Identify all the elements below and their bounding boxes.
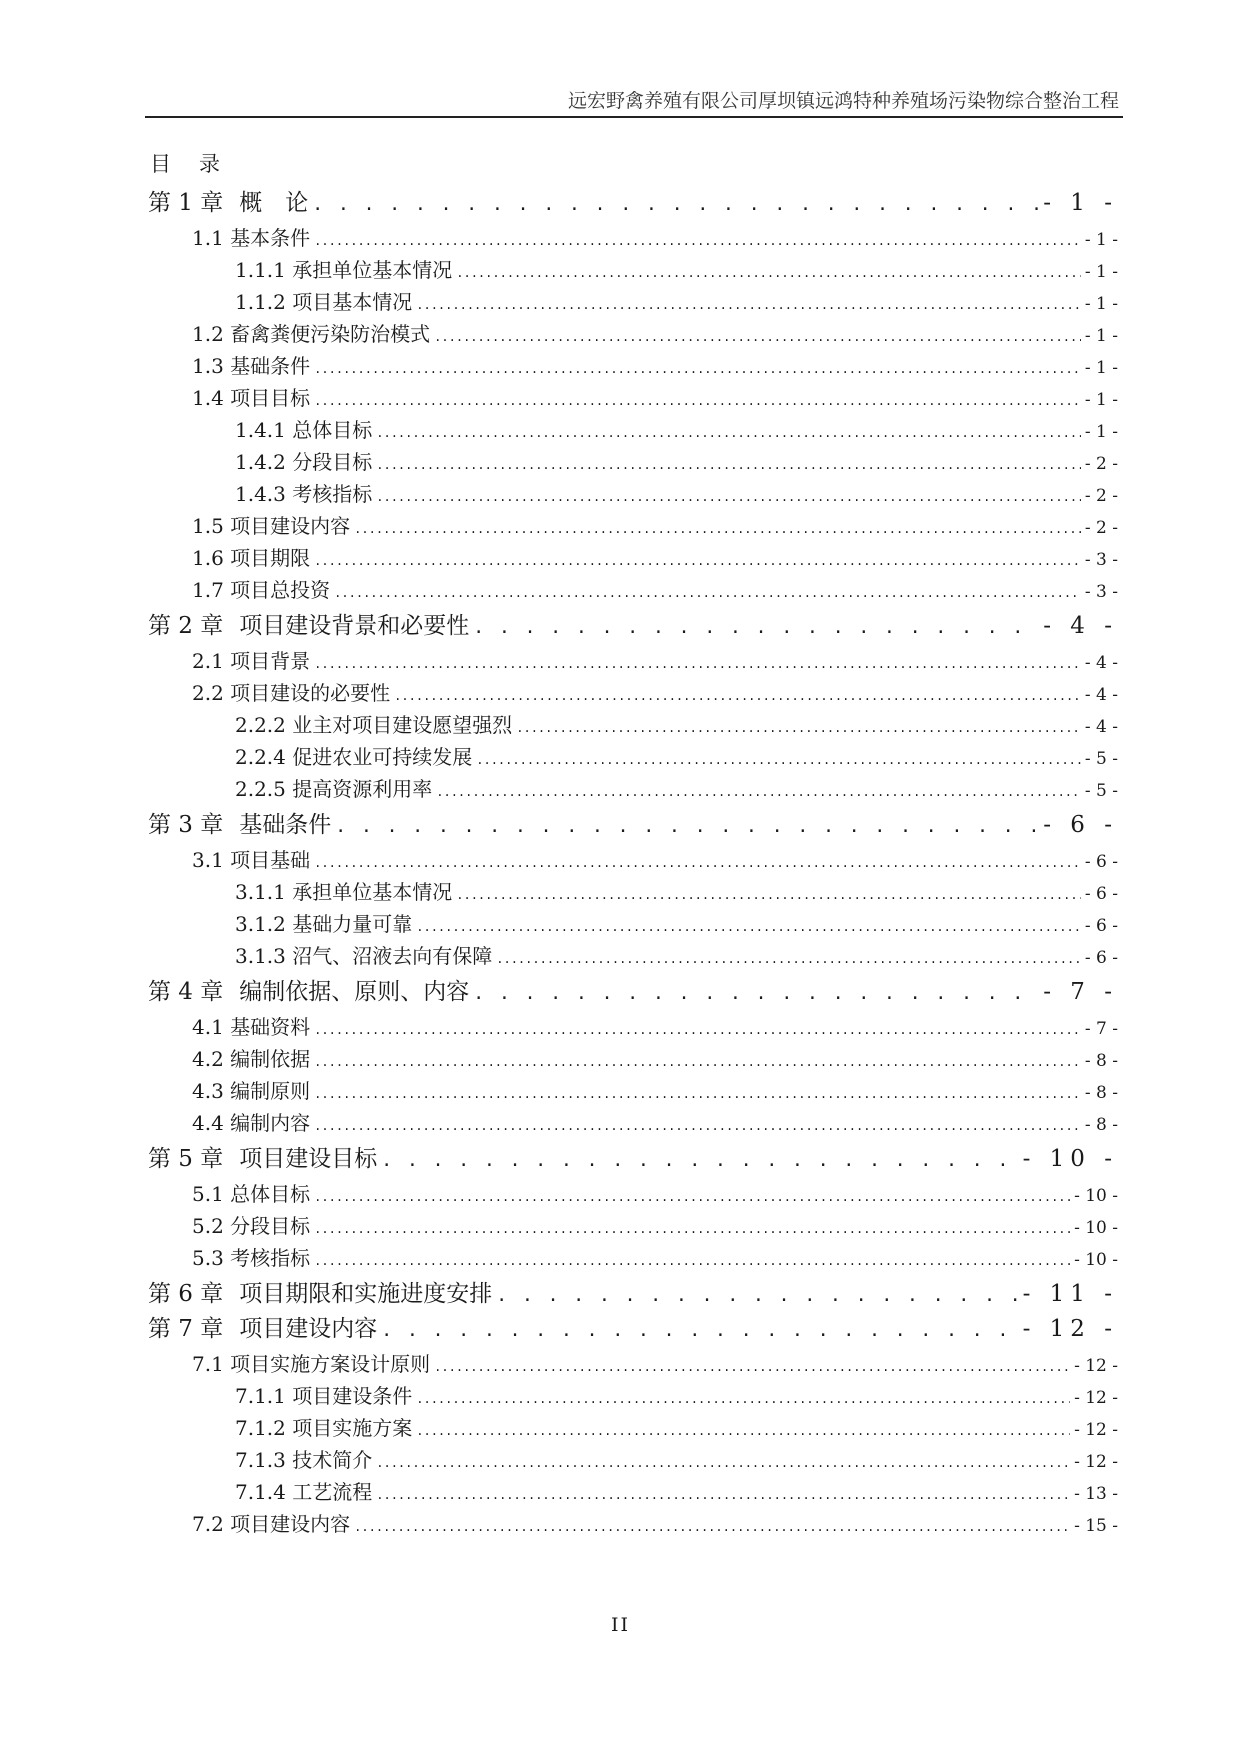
toc-page-number: - 11 - (1022, 1281, 1118, 1307)
dot-leader (314, 1043, 1081, 1075)
toc-page-number: - 4 - (1084, 717, 1118, 737)
toc-subsection-entry[interactable] (148, 286, 1118, 318)
toc-entry-title: 4.1 基础资料 (192, 1015, 311, 1039)
toc-page-number: - 5 - (1084, 781, 1118, 801)
toc-page-number: - 6 - (1084, 948, 1118, 968)
dot-leader (312, 188, 1039, 218)
toc-entry-title: 1.5 项目建设内容 (192, 514, 351, 538)
toc-page-number: - 5 - (1084, 749, 1118, 769)
dot-leader (314, 1107, 1081, 1139)
toc-chapter-label (148, 1314, 377, 1344)
header-title: 远宏野禽养殖有限公司厚坝镇远鸿特种养殖场污染物综合整治工程 (567, 90, 1119, 112)
toc-entry-title: 3.1 项目基础 (192, 848, 311, 872)
toc-page-number: - 6 - (1043, 812, 1118, 838)
page-number: II (610, 1614, 630, 1636)
dot-leader (314, 542, 1081, 574)
dot-leader (376, 414, 1081, 446)
toc-page-number: - 10 - (1074, 1250, 1118, 1270)
toc-entry-title: 1.1.1 承担单位基本情况 (235, 258, 453, 282)
dot-leader (496, 1279, 1018, 1309)
toc-page-number: - 3 - (1084, 582, 1118, 602)
toc-entry-title: 1.1.2 项目基本情况 (235, 290, 413, 314)
chapter-number: 第 5 章 (148, 1146, 224, 1172)
dot-leader (314, 382, 1081, 414)
chapter-number: 第 4 章 (148, 979, 224, 1005)
dot-leader (334, 574, 1081, 606)
toc-section-entry[interactable] (148, 574, 1118, 606)
toc-page-number: - 2 - (1084, 518, 1118, 538)
toc-chapter-label (148, 1279, 492, 1309)
toc-chapter-entry[interactable] (148, 810, 1118, 840)
dot-leader (473, 611, 1039, 641)
toc-entry-title: 3.1.3 沼气、沼液去向有保障 (235, 944, 493, 968)
toc-entry-title: 1.4 项目目标 (192, 386, 311, 410)
toc-page-number: - 15 - (1074, 1516, 1118, 1536)
toc-chapter-entry[interactable] (148, 188, 1118, 218)
toc-subsection-entry[interactable] (148, 709, 1118, 741)
toc-entry-title: 7.1.1 项目建设条件 (235, 1384, 413, 1408)
toc-page-number: - 8 - (1084, 1083, 1118, 1103)
toc-section-entry[interactable] (148, 1242, 1118, 1274)
toc-chapter-label (148, 810, 331, 840)
toc-subsection-entry[interactable] (148, 478, 1118, 510)
dot-leader (436, 773, 1081, 805)
toc-page-number: - 3 - (1084, 550, 1118, 570)
dot-leader (416, 286, 1081, 318)
toc-page-number: - 4 - (1043, 613, 1118, 639)
toc-chapter-entry[interactable] (148, 1144, 1118, 1174)
toc-entry-title: 2.1 项目背景 (192, 649, 311, 673)
toc-subsection-entry[interactable] (148, 741, 1118, 773)
dot-leader (381, 1314, 1018, 1344)
chapter-title: 项目建设内容 (239, 1316, 378, 1342)
toc-section-entry[interactable] (148, 1011, 1118, 1043)
dot-leader (456, 876, 1081, 908)
dot-leader (496, 940, 1081, 972)
toc-page-number: - 4 - (1084, 685, 1118, 705)
toc-section-entry[interactable] (148, 510, 1118, 542)
dot-leader (314, 1242, 1070, 1274)
toc-page-number: - 2 - (1084, 454, 1118, 474)
chapter-title: 编制依据、原则、内容 (239, 979, 470, 1005)
toc-page-number: - 1 - (1084, 262, 1118, 282)
toc-page-number: - 1 - (1084, 390, 1118, 410)
toc-chapter-entry[interactable] (148, 1279, 1118, 1309)
toc-page-number: - 8 - (1084, 1051, 1118, 1071)
toc-section-entry[interactable] (148, 1508, 1118, 1540)
toc-page-number: - 1 - (1084, 326, 1118, 346)
toc-entry-title: 2.2.5 提高资源利用率 (235, 777, 433, 801)
toc-entry-title: 1.4.2 分段目标 (235, 450, 373, 474)
dot-leader (416, 1412, 1070, 1444)
toc-section-entry[interactable] (148, 1107, 1118, 1139)
toc-entry-title: 2.2.4 促进农业可持续发展 (235, 745, 473, 769)
toc-page-number: - 10 - (1074, 1218, 1118, 1238)
toc-entry-title: 5.1 总体目标 (192, 1182, 311, 1206)
toc-entry-title: 2.2.2 业主对项目建设愿望强烈 (235, 713, 513, 737)
toc-entry-title: 2.2 项目建设的必要性 (192, 681, 391, 705)
toc-entry-title: 1.1 基本条件 (192, 226, 311, 250)
toc-subsection-entry[interactable] (148, 940, 1118, 972)
toc-page-number: - 7 - (1043, 979, 1118, 1005)
toc-chapter-label (148, 188, 308, 218)
toc-entry-title: 1.3 基础条件 (192, 354, 311, 378)
toc-entry-title: 1.6 项目期限 (192, 546, 311, 570)
dot-leader (516, 709, 1081, 741)
toc-page-number: - 1 - (1043, 190, 1118, 216)
toc-section-entry[interactable] (148, 318, 1118, 350)
toc-section-entry[interactable] (148, 542, 1118, 574)
chapter-title: 基础条件 (239, 812, 332, 838)
toc-page-number: - 1 - (1084, 294, 1118, 314)
toc-subsection-entry[interactable] (148, 446, 1118, 478)
toc-chapter-entry[interactable] (148, 977, 1118, 1007)
dot-leader (335, 810, 1039, 840)
toc-entry-title: 7.1.3 技术简介 (235, 1448, 373, 1472)
toc-subsection-entry[interactable] (148, 908, 1118, 940)
toc-chapter-label (148, 977, 469, 1007)
toc-page-number: - 4 - (1084, 653, 1118, 673)
toc-page-number: - 1 - (1084, 230, 1118, 250)
toc-section-entry[interactable] (148, 222, 1118, 254)
toc-page-number: - 6 - (1084, 852, 1118, 872)
toc-section-entry[interactable] (148, 1178, 1118, 1210)
toc-section-entry[interactable] (148, 677, 1118, 709)
toc-entry-title: 5.2 分段目标 (192, 1214, 311, 1238)
dot-leader (314, 645, 1081, 677)
dot-leader (314, 1075, 1081, 1107)
dot-leader (376, 1476, 1070, 1508)
toc-page-number: - 13 - (1074, 1484, 1118, 1504)
dot-leader (314, 350, 1081, 382)
dot-leader (416, 908, 1081, 940)
dot-leader (314, 1210, 1070, 1242)
toc-entry-title: 1.4.3 考核指标 (235, 482, 373, 506)
dot-leader (376, 446, 1081, 478)
dot-leader (434, 1348, 1070, 1380)
toc-page-number: - 1 - (1084, 358, 1118, 378)
toc-section-entry[interactable] (148, 1075, 1118, 1107)
toc-entry-title: 3.1.2 基础力量可靠 (235, 912, 413, 936)
dot-leader (476, 741, 1081, 773)
toc-entry-title: 7.1.2 项目实施方案 (235, 1416, 413, 1440)
dot-leader (416, 1380, 1070, 1412)
chapter-number: 第 6 章 (148, 1281, 224, 1307)
chapter-number: 第 1 章 (148, 190, 224, 216)
chapter-number: 第 7 章 (148, 1316, 224, 1342)
chapter-title: 项目建设目标 (239, 1146, 378, 1172)
dot-leader (376, 1444, 1070, 1476)
toc-section-entry[interactable] (148, 350, 1118, 382)
toc-subsection-entry[interactable] (148, 876, 1118, 908)
toc-page-number: - 6 - (1084, 916, 1118, 936)
toc-subsection-entry[interactable] (148, 414, 1118, 446)
toc-section-entry[interactable] (148, 645, 1118, 677)
toc-entry-title: 1.7 项目总投资 (192, 578, 331, 602)
toc-entry-title: 4.4 编制内容 (192, 1111, 311, 1135)
toc-entry-title: 4.3 编制原则 (192, 1079, 311, 1103)
dot-leader (381, 1144, 1018, 1174)
toc-page-number: - 2 - (1084, 486, 1118, 506)
dot-leader (314, 1011, 1081, 1043)
chapter-title: 项目建设背景和必要性 (239, 613, 470, 639)
toc-section-entry[interactable] (148, 1210, 1118, 1242)
toc-entry-title: 7.2 项目建设内容 (192, 1512, 351, 1536)
toc-page-number: - 10 - (1074, 1186, 1118, 1206)
toc-subsection-entry[interactable] (148, 1380, 1118, 1412)
toc-page-number: - 12 - (1022, 1316, 1118, 1342)
toc-subsection-entry[interactable] (148, 1412, 1118, 1444)
chapter-number: 第 2 章 (148, 613, 224, 639)
dot-leader (314, 1178, 1070, 1210)
page-header (145, 84, 1123, 118)
toc-entry-title: 5.3 考核指标 (192, 1246, 311, 1270)
toc-subsection-entry[interactable] (148, 773, 1118, 805)
toc-entry-title: 7.1 项目实施方案设计原则 (192, 1352, 431, 1376)
dot-leader (314, 844, 1081, 876)
toc-subsection-entry[interactable] (148, 254, 1118, 286)
toc-section-entry[interactable] (148, 1043, 1118, 1075)
toc-entry-title: 3.1.1 承担单位基本情况 (235, 880, 453, 904)
toc-subsection-entry[interactable] (148, 1444, 1118, 1476)
toc-section-entry[interactable] (148, 844, 1118, 876)
toc-chapter-label (148, 611, 469, 641)
toc-entry-title: 1.2 畜禽粪便污染防治模式 (192, 322, 431, 346)
toc-chapter-entry[interactable] (148, 611, 1118, 641)
toc-page-number: - 12 - (1074, 1388, 1118, 1408)
toc-page-number: - 8 - (1084, 1115, 1118, 1135)
dot-leader (376, 478, 1081, 510)
dot-leader (394, 677, 1081, 709)
toc-section-entry[interactable] (148, 1348, 1118, 1380)
toc-subsection-entry[interactable] (148, 1476, 1118, 1508)
dot-leader (354, 1508, 1070, 1540)
chapter-number: 第 3 章 (148, 812, 224, 838)
toc-heading: 目录 (150, 152, 248, 176)
toc-page-number: - 7 - (1084, 1019, 1118, 1039)
toc-page-number: - 12 - (1074, 1420, 1118, 1440)
dot-leader (473, 977, 1039, 1007)
toc-chapter-label (148, 1144, 377, 1174)
toc-section-entry[interactable] (148, 382, 1118, 414)
table-of-contents (148, 188, 1118, 1540)
chapter-title: 概 论 (239, 190, 309, 216)
dot-leader (314, 222, 1081, 254)
chapter-title: 项目期限和实施进度安排 (239, 1281, 493, 1307)
dot-leader (354, 510, 1081, 542)
toc-entry-title: 7.1.4 工艺流程 (235, 1480, 373, 1504)
toc-page-number: - 10 - (1022, 1146, 1118, 1172)
dot-leader (434, 318, 1081, 350)
toc-page-number: - 12 - (1074, 1452, 1118, 1472)
toc-entry-title: 1.4.1 总体目标 (235, 418, 373, 442)
toc-page-number: - 6 - (1084, 884, 1118, 904)
toc-chapter-entry[interactable] (148, 1314, 1118, 1344)
toc-page-number: - 12 - (1074, 1356, 1118, 1376)
dot-leader (456, 254, 1081, 286)
toc-page-number: - 1 - (1084, 422, 1118, 442)
toc-entry-title: 4.2 编制依据 (192, 1047, 311, 1071)
